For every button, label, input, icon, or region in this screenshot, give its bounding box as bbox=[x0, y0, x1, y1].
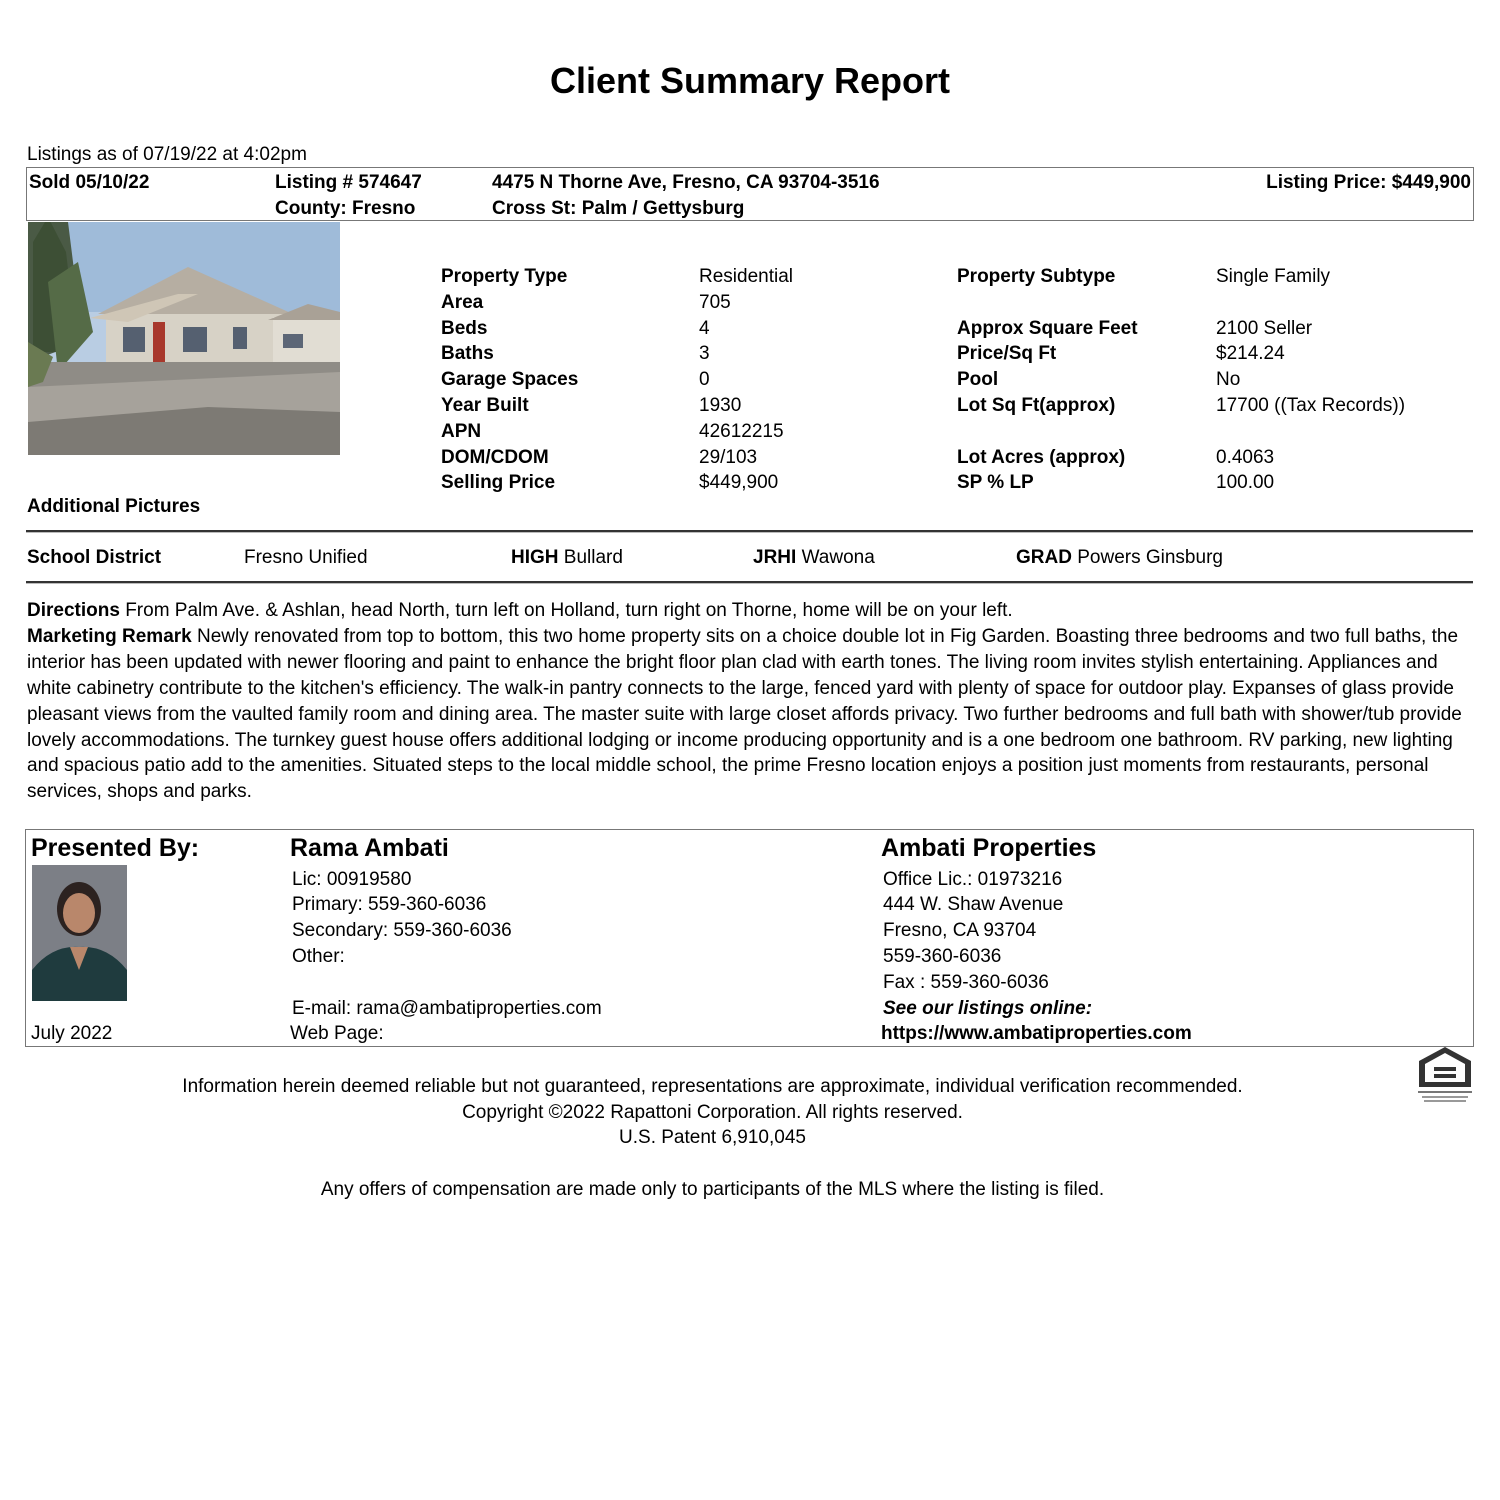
fact-label bbox=[957, 419, 1138, 445]
fact-value: Residential bbox=[699, 266, 793, 287]
marketing-remark bbox=[27, 624, 1467, 805]
directions bbox=[27, 598, 1467, 624]
agent-email[interactable]: E-mail: rama@ambatiproperties.com bbox=[292, 998, 602, 1019]
fact-label: Year Built bbox=[441, 394, 529, 416]
listing-number: Listing # 574647 bbox=[275, 172, 422, 193]
fact-label: Garage Spaces bbox=[441, 369, 579, 391]
school-grad-label: GRAD bbox=[1016, 547, 1072, 568]
fact-value: 42612215 bbox=[699, 420, 784, 442]
school-high-value: Bullard bbox=[563, 547, 623, 568]
school-high-label: HIGH bbox=[511, 547, 559, 568]
fact-value: 1930 bbox=[699, 394, 742, 416]
school-grad bbox=[1016, 547, 1223, 569]
agent-license: Lic: 00919580 bbox=[292, 869, 412, 890]
listing-cross-street: Cross St: Palm / Gettysburg bbox=[492, 198, 745, 219]
listings-as-of: Listings as of 07/19/22 at 4:02pm bbox=[27, 144, 307, 165]
fact-value bbox=[1216, 290, 1405, 316]
footer-mls-notice: Any offers of compensation are made only to participants of the MLS where the listing is filed. bbox=[320, 1179, 1105, 1200]
fact-label: Property Subtype bbox=[957, 266, 1116, 287]
listings-online-label: See our listings online: bbox=[883, 998, 1093, 1019]
footer-copyright: Copyright ©2022 Rapattoni Corporation. All rights reserved. bbox=[462, 1102, 963, 1123]
office-license: Office Lic.: 01973216 bbox=[883, 869, 1063, 890]
listing-status: Sold 05/10/22 bbox=[29, 172, 150, 193]
agent-photo bbox=[32, 865, 127, 1001]
facts-left-labels bbox=[441, 264, 578, 496]
agent-name: Rama Ambati bbox=[290, 834, 449, 862]
fact-label: Baths bbox=[441, 343, 494, 365]
listing-address: 4475 N Thorne Ave, Fresno, CA 93704-3516 bbox=[492, 172, 880, 193]
listing-county: County: Fresno bbox=[275, 198, 416, 219]
office-street: 444 W. Shaw Avenue bbox=[883, 894, 1064, 915]
office-city: Fresno, CA 93704 bbox=[883, 920, 1037, 941]
report-date: July 2022 bbox=[31, 1023, 113, 1044]
fact-label bbox=[957, 290, 1138, 316]
listing-price: Listing Price: $449,900 bbox=[1266, 172, 1471, 193]
school-district-label: School District bbox=[27, 547, 162, 568]
fact-value: $214.24 bbox=[1216, 343, 1285, 365]
marketing-remark-text: Newly renovated from top to bottom, this two home property sits on a choice double lot in Fig Garden. Boasting three bedrooms and two full baths, the interior has been updated with newer flooring and paint to enhance the bright floor plan clad with earth tones. The living room invites stylish entertaining. Appliances and white cabinetry contribute to the kitchen's efficiency. The walk-in pantry connects to the large, fenced yard with plenty of space for outdoor play. Expanses of glass provide pleasant views from the vaulted family room and dining area. The master suite with large closet affords privacy. Two further bedrooms and full bath with shower/tub provide lovely accommodations. The turnkey guest house offers additional lodging or income producing opportunity and is a one bedroom one bathroom. RV parking, new lighting and spacious patio add to the amenities. Situated steps to the local middle school, the prime Fresno location enjoys a position just moments from restaurants, personal services, shops and parks. bbox=[27, 625, 1462, 803]
office-fax: Fax : 559-360-6036 bbox=[883, 972, 1049, 993]
property-photo[interactable] bbox=[28, 222, 340, 455]
fact-label: Selling Price bbox=[441, 472, 556, 494]
footer-disclaimer: Information herein deemed reliable but not guaranteed, representations are approximate, individual verification recommended. bbox=[182, 1076, 1243, 1097]
school-high bbox=[511, 547, 623, 569]
fact-value: 4 bbox=[699, 317, 710, 339]
additional-pictures-heading: Additional Pictures bbox=[27, 496, 201, 517]
fact-label: Property Type bbox=[441, 266, 568, 287]
facts-right-labels bbox=[957, 264, 1138, 496]
marketing-remark-label: Marketing Remark bbox=[27, 625, 192, 647]
agent-web-page: Web Page: bbox=[290, 1023, 384, 1044]
directions-text: From Palm Ave. & Ashlan, head North, turn left on Holland, turn right on Thorne, home will be on your left. bbox=[125, 600, 1013, 621]
office-phone: 559-360-6036 bbox=[883, 946, 1002, 967]
fact-label: Price/Sq Ft bbox=[957, 343, 1057, 365]
fact-value: Single Family bbox=[1216, 266, 1331, 287]
fact-label: DOM/CDOM bbox=[441, 446, 549, 468]
agent-box bbox=[25, 829, 1474, 1047]
fact-label: Area bbox=[441, 291, 484, 313]
fact-label: Lot Sq Ft(approx) bbox=[957, 394, 1116, 416]
fact-value: 29/103 bbox=[699, 446, 758, 468]
fact-value: 0.4063 bbox=[1216, 446, 1275, 468]
school-grad-value: Powers Ginsburg bbox=[1077, 547, 1223, 568]
facts-right-values bbox=[1216, 264, 1405, 496]
agent-primary-phone: Primary: 559-360-6036 bbox=[292, 894, 487, 915]
office-website-link[interactable]: https://www.ambatiproperties.com bbox=[881, 1023, 1192, 1044]
fact-value: 17700 ((Tax Records)) bbox=[1216, 394, 1406, 416]
school-jrhi bbox=[753, 547, 875, 569]
listing-header bbox=[26, 167, 1474, 221]
footer-patent: U.S. Patent 6,910,045 bbox=[619, 1127, 806, 1148]
report-title: Client Summary Report bbox=[549, 60, 951, 101]
fact-value: No bbox=[1216, 369, 1241, 391]
fact-label: APN bbox=[441, 420, 482, 442]
agent-other: Other: bbox=[292, 946, 345, 967]
remarks-section bbox=[27, 598, 1467, 805]
directions-label: Directions bbox=[27, 600, 120, 621]
divider bbox=[26, 581, 1473, 584]
agent-secondary-phone: Secondary: 559-360-6036 bbox=[292, 920, 512, 941]
facts-left-values bbox=[699, 264, 793, 496]
office-name: Ambati Properties bbox=[881, 834, 1097, 862]
fact-value bbox=[1216, 419, 1405, 445]
fact-value: 100.00 bbox=[1216, 472, 1275, 494]
school-district-value: Fresno Unified bbox=[244, 547, 368, 568]
fact-value: 3 bbox=[699, 343, 710, 365]
school-jrhi-value: Wawona bbox=[801, 547, 875, 568]
fact-label: Pool bbox=[957, 369, 999, 391]
fact-value: 2100 Seller bbox=[1216, 317, 1313, 339]
fact-label: SP % LP bbox=[957, 472, 1034, 494]
fact-label: Beds bbox=[441, 317, 488, 339]
fact-value: 705 bbox=[699, 291, 731, 313]
fact-label: Lot Acres (approx) bbox=[957, 446, 1126, 468]
fact-value: $449,900 bbox=[699, 472, 779, 494]
fact-value: 0 bbox=[699, 369, 710, 391]
fact-label: Approx Square Feet bbox=[957, 317, 1138, 339]
divider bbox=[26, 530, 1473, 533]
presented-by-label: Presented By: bbox=[31, 834, 200, 862]
school-jrhi-label: JRHI bbox=[753, 547, 797, 568]
